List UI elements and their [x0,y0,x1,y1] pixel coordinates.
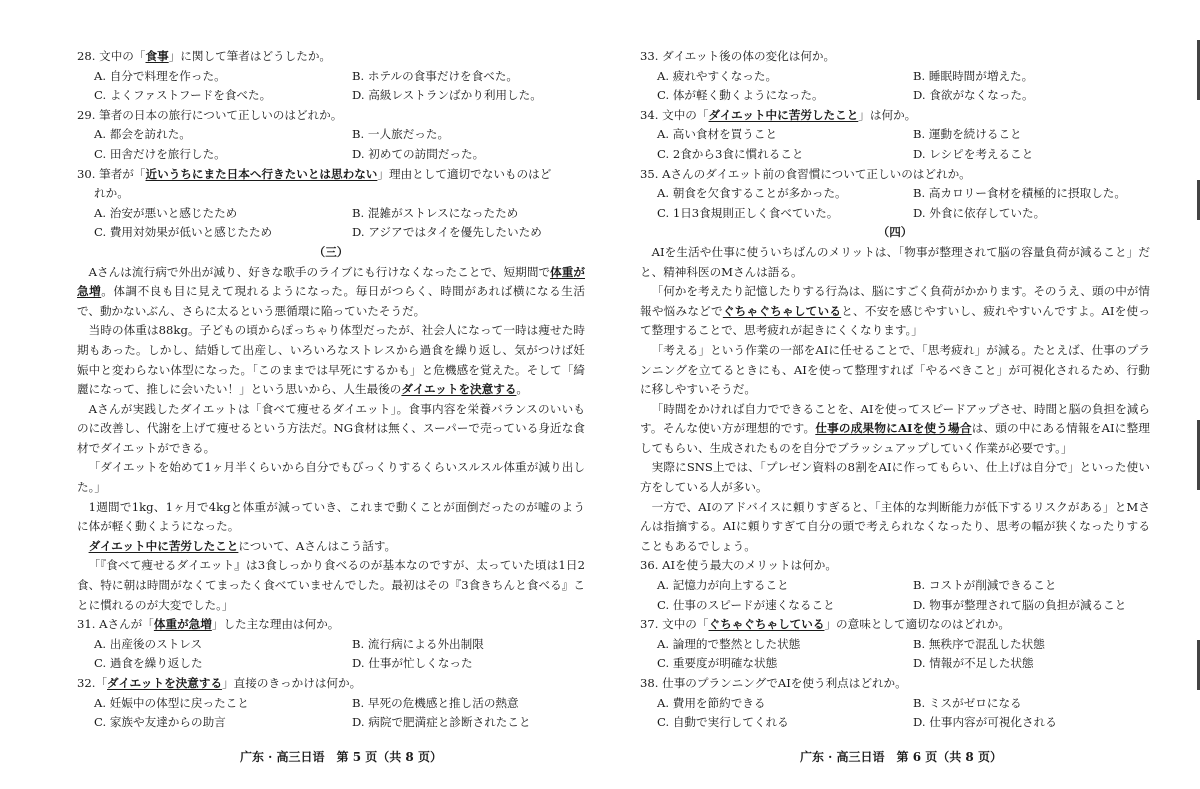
passage-3-paragraph-5: 1週間で1kg、1ヶ月で4kgと体重が減っていき、これまで動くことが面倒だったのが嘘のように体が軽く動くようになった。 [77,499,585,534]
question-29-option-a[interactable]: A. 都会を訪れた。 [94,127,191,142]
question-31-underlined-term: 体重が急増 [153,617,212,632]
question-28-option-b[interactable]: B. ホテルの食事だけを食べた。 [352,68,519,83]
question-35-option-c[interactable]: C. 1日3食規則正しく食べていた。 [657,205,839,220]
passage-4-paragraph-6: 一方で、AIのアドバイスに頼りすぎると、「主体的な判断能力が低下するリスクがある」とMさんは指摘する。AIに頼りすぎて自分の頭で考えられなくなったり、思考の幅が狭くなったりすることもあるでしょう。 [640,499,1150,553]
question-36-option-b[interactable]: B. コストが削減できること [913,578,1057,593]
section-title-4: （四） [877,225,913,240]
question-29-option-d[interactable]: D. 初めての訪問だった。 [352,146,485,161]
question-34-underlined-term: ダイエット中に苦労したこと [708,107,859,122]
right-page-column [640,47,1150,733]
passage-3-paragraph-6: ダイエット中に苦労したことについて、Aさんはこう話す。 [88,538,397,553]
question-30-option-a[interactable]: A. 治安が悪いと感じたため [94,205,238,220]
question-30-stem-continued: れか。 [94,186,129,201]
passage-3-paragraph-7: 「『食べて痩せるダイエット』は3食しっかり食べるのが基本なのですが、太っていた頃は1日2食、特に朝は時間がなくてまったく食べていませんでした。最初はその『3食きちんと食べる』ことに慣れるのが大変でした。」 [77,558,585,612]
question-37-option-a[interactable]: A. 論理的で整然とした状態 [657,636,801,651]
question-34-option-d[interactable]: D. レシピを考えること [913,146,1034,161]
passage-3-underlined-weight-gain: 体重が急増 [77,264,585,299]
question-30-option-b[interactable]: B. 混雑がストレスになったため [352,205,519,220]
question-30-options [77,204,585,243]
question-38-option-d[interactable]: D. 仕事内容が可視化される [913,715,1057,730]
question-29-option-b[interactable]: B. 一人旅だった。 [352,127,450,142]
question-30-option-d[interactable]: D. アジアではタイを優先したいため [352,225,542,240]
question-29-options [77,125,585,164]
question-32-stem: 32.「ダイエットを決意する」直接のきっかけは何か。 [77,676,362,690]
question-32-option-b[interactable]: B. 早死の危機感と推し活の熱意 [352,695,519,710]
question-36-option-d[interactable]: D. 物事が整理されて脳の負担が減ること [913,597,1127,612]
passage-4-paragraph-3: 「考える」という作業の一部をAIに任せることで、「思考疲れ」が減る。たとえば、仕事のプランニングを立てるときにも、AIを使って整理すれば「やるべきこと」が可視化されるため、行動に移しやすいそうだ。 [640,342,1150,397]
question-34-option-c[interactable]: C. 2食から3食に慣れること [657,146,804,161]
passage-4-underlined-messy: ぐちゃぐちゃしている [722,303,842,318]
question-29-stem: 29. 筆者の日本の旅行について正しいのはどれか。 [77,107,343,122]
question-35-option-d[interactable]: D. 外食に依存していた。 [913,205,1046,220]
passage-3-paragraph-1: Aさんは流行病で外出が減り、好きな歌手のライブにも行けなくなったことで、短期間で体重が急増。体調不良も目に見えて現れるようになった。毎日がつらく、時間があれば横になる生活で、動かないぶん、さらに太るという悪循環に陥っていたそうだ。 [77,264,585,318]
question-38-options [640,694,1150,733]
question-35 [640,165,1150,224]
question-37-option-c[interactable]: C. 重要度が明確な状態 [657,656,778,671]
question-35-options [640,184,1150,223]
question-37-underlined-term: ぐちゃぐちゃしている [708,617,825,632]
passage-3-paragraph-4: 「ダイエットを始めて1ヶ月半くらいから自分でもびっくりするくらいスルスル体重が減り出した。」 [77,460,585,495]
question-32-option-d[interactable]: D. 病院で肥満症と診断されたこと [352,715,531,730]
question-34-option-b[interactable]: B. 運動を続けること [913,127,1022,142]
question-28-underlined-term: 食事 [145,49,169,63]
question-37-option-b[interactable]: B. 無秩序で混乱した状態 [913,636,1045,651]
question-33-option-b[interactable]: B. 睡眠時間が増えた。 [913,68,1034,83]
passage-3-underlined-diet-decision: ダイエットを決意する [401,382,517,397]
question-37-stem: 37. 文中の「ぐちゃぐちゃしている」の意味として適切なのはどれか。 [640,617,1010,632]
question-28 [77,47,585,106]
question-33-option-d[interactable]: D. 食欲がなくなった。 [913,88,1034,103]
passage-3-paragraph-3: Aさんが実践したダイエットは「食べて痩せるダイエット」。食事内容を栄養バランスのいいものに改善し、代謝を上げて痩せるという方法だ。NG食材は無く、スーパーで売っている身近な食材でダイエットができる。 [77,401,585,455]
question-36-options [640,576,1150,615]
question-35-option-b[interactable]: B. 高カロリー食材を積極的に摂取した。 [913,186,1126,201]
question-31-option-d[interactable]: D. 仕事が忙しくなった [352,656,473,671]
question-33-option-c[interactable]: C. 体が軽く動くようになった。 [657,88,824,103]
question-28-stem: 28. 文中の「食事」に関して筆者はどうしたか。 [77,49,332,63]
question-38-option-a[interactable]: A. 費用を節約できる [657,695,766,710]
passage-3-underlined-hardship: ダイエット中に苦労したこと [88,538,239,553]
question-31-option-a[interactable]: A. 出産後のストレス [94,636,203,651]
question-28-option-d[interactable]: D. 高級レストランばかり利用した。 [352,88,542,103]
question-34-stem: 34. 文中の「ダイエット中に苦労したこと」は何か。 [640,107,917,122]
question-28-options [77,67,585,106]
question-30-option-c[interactable]: C. 費用対効果が低いと感じたため [94,225,273,240]
question-31-option-c[interactable]: C. 過食を繰り返した [94,656,203,671]
question-37-options [640,635,1150,674]
section-title-3: （三） [313,244,349,259]
question-32-underlined-term: ダイエットを決意する [107,676,223,690]
question-35-stem: 35. Aさんのダイエット前の食習慣について正しいのはどれか。 [640,166,971,181]
question-30-stem: 30. 筆者が「近いうちにまた日本へ行きたいとは思わない」理由として適切でないものはど [77,166,552,181]
passage-3-paragraph-2: 当時の体重は88kg。子どもの頃からぽっちゃり体型だったが、社会人になって一時は痩せた時期もあった。しかし、結婚して出産し、いろいろなストレスから過食を繰り返し、気がつけば妊娠中と変わらない体型になった。「このままでは早死にするかも」と危機感を覚えた。そして「綺麗になって、推しに会いたい！」という思いから、人生最後のダイエットを決意する。 [77,323,585,397]
question-35-option-a[interactable]: A. 朝食を欠食することが多かった。 [657,186,847,201]
page-footer-right: 广东 · 高三日语 第 6 页（共 8 页） [800,750,1002,764]
question-37-option-d[interactable]: D. 情報が不足した状態 [913,656,1034,671]
question-34 [640,106,1150,165]
question-31-stem: 31. Aさんが「体重が急増」した主な理由は何か。 [77,617,340,632]
question-36-option-a[interactable]: A. 記憶力が向上すること [657,578,789,593]
question-38 [640,674,1150,733]
question-30 [77,165,585,243]
question-38-option-c[interactable]: C. 自動で実行してくれる [657,715,789,730]
question-29-option-c[interactable]: C. 田舎だけを旅行した。 [94,146,226,161]
question-37 [640,615,1150,674]
question-31-option-b[interactable]: B. 流行病による外出制限 [352,636,484,651]
question-32-option-a[interactable]: A. 妊娠中の体型に戻ったこと [94,695,249,710]
question-33-option-a[interactable]: A. 疲れやすくなった。 [657,68,778,83]
question-31 [77,615,585,674]
passage-4-paragraph-5: 実際にSNS上では、「プレゼン資料の8割をAIに作ってもらい、仕上げは自分で」といった使い方をしている人が多い。 [640,460,1150,495]
question-33 [640,47,1150,106]
question-36 [640,556,1150,615]
passage-4-paragraph-1: AIを生活や仕事に使ういちばんのメリットは、「物事が整理されて脳の容量負荷が減ること」だと、精神科医のMさんは語る。 [640,244,1150,279]
question-38-option-b[interactable]: B. ミスがゼロになる [913,695,1022,710]
question-38-stem: 38. 仕事のプランニングでAIを使う利点はどれか。 [640,676,907,690]
question-28-option-c[interactable]: C. よくファストフードを食べた。 [94,88,272,103]
passage-4-paragraph-4: 「時間をかければ自力でできることを、AIを使ってスピードアップさせ、時間と脳の負担を減らす。そんな使い方が理想的です。仕事の成果物にAIを使う場合は、頭の中にある情報をAIに整理してもらい、生成されたものを自分でブラッシュアップしていく作業が必要です。」 [640,401,1150,455]
question-30-underlined-term: 近いうちにまた日本へ行きたいとは思わない [145,166,378,181]
question-36-stem: 36. AIを使う最大のメリットは何か。 [640,558,837,573]
question-29 [77,106,585,165]
question-28-option-a[interactable]: A. 自分で料理を作った。 [94,68,226,83]
question-33-options [640,67,1150,106]
question-32-options [77,694,585,733]
question-32 [77,674,585,733]
passage-4-paragraph-2: 「何かを考えたり記憶したりする行為は、脳にすごく負荷がかかります。そのうえ、頭の中が情報や悩みなどでぐちゃぐちゃしていると、不安を感じやすいし、疲れやすいんですよ。AIを使って整理することで、思考疲れが起きにくくなります。」 [640,284,1150,338]
question-34-options [640,125,1150,164]
question-31-options [77,635,585,674]
passage-4-underlined-work-ai: 仕事の成果物にAIを使う場合 [815,421,972,436]
question-36-option-c[interactable]: C. 仕事のスピードが速くなること [657,597,835,612]
question-34-option-a[interactable]: A. 高い食材を買うこと [657,127,778,142]
question-33-stem: 33. ダイエット後の体の変化は何か。 [640,49,836,63]
left-page-column [77,47,585,733]
question-32-option-c[interactable]: C. 家族や友達からの助言 [94,715,226,730]
page-footer-left: 广东 · 高三日语 第 5 页（共 8 页） [240,750,442,764]
